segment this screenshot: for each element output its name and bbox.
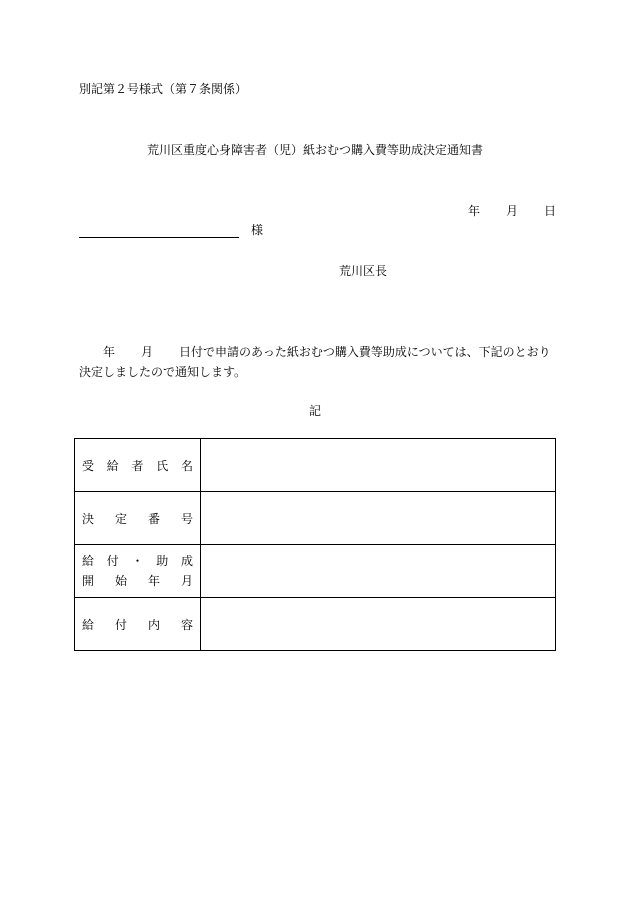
form-label: 別記第２号様式（第７条関係） [79,82,248,96]
label-char: 助 [156,554,169,568]
ki-heading: 記 [308,404,321,418]
addressee-name-line [79,223,239,238]
label-char: ・ [131,554,144,568]
label-char: 者 [131,458,144,473]
body-year: 年 [103,345,116,359]
label-char: 番 [147,511,160,526]
label-char: 受 [82,458,95,473]
addressee-suffix: 様 [251,223,264,237]
label-benefit-content [75,598,201,651]
table-row [75,598,556,651]
addressee [79,221,263,238]
label-char: 給 [82,617,95,632]
issuer: 荒川区長 [339,264,388,278]
table-row [75,492,556,545]
label-char: 給 [82,554,95,568]
document-title: 荒川区重度心身障害者（児）紙おむつ購入費等助成決定通知書 [146,143,483,157]
label-char: 定 [114,511,127,526]
body-text-line1: 日付で申請のあった紙おむつ購入費等助成については、下記のとおり [179,345,551,359]
label-char: 決 [82,511,95,526]
label-char: 給 [106,458,119,473]
date-month: 月 [506,204,519,218]
label-char: 内 [147,617,160,632]
label-char: 成 [180,554,193,568]
table-row [75,545,556,598]
info-table [74,438,556,651]
value-benefit-content [201,598,556,651]
label-char: 名 [180,458,193,473]
label-char: 始 [114,574,127,588]
body-month: 月 [141,345,154,359]
body-text-line2: 決定しましたので通知します。 [79,365,247,379]
label-char: 付 [114,617,127,632]
label-char: 容 [180,617,193,632]
label-char: 月 [180,574,193,588]
label-decision-number [75,492,201,545]
date-year: 年 [468,204,481,218]
table-row [75,439,556,492]
label-recipient-name [75,439,201,492]
value-decision-number [201,492,556,545]
label-char: 付 [106,554,119,568]
label-char: 氏 [156,458,169,473]
label-start-month [75,545,201,598]
label-char: 年 [147,574,160,588]
date-line [468,202,556,219]
label-char: 開 [82,574,95,588]
date-day: 日 [544,204,557,218]
body-text [79,342,551,382]
value-start-month [201,545,556,598]
value-recipient-name [201,439,556,492]
label-char: 号 [180,511,193,526]
